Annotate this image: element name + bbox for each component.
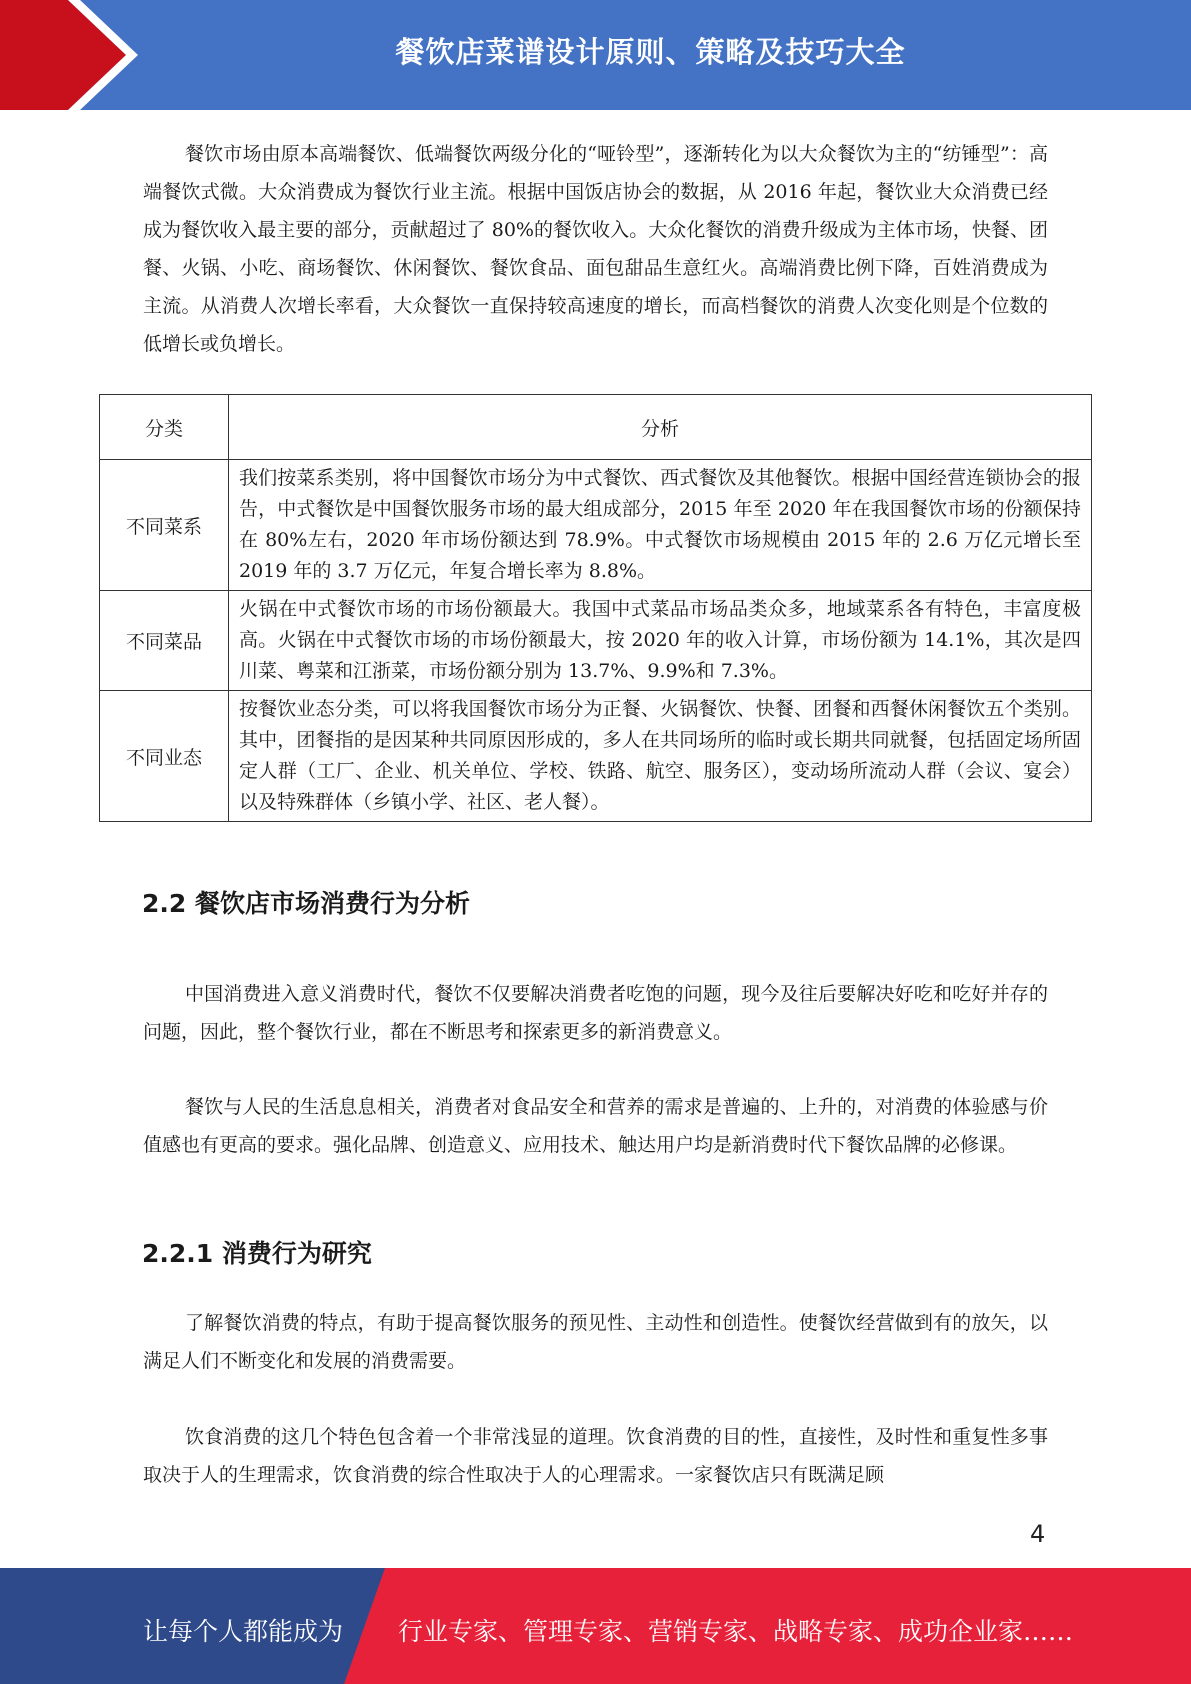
section-2-2-1-paragraph-2: 饮食消费的这几个特色包含着一个非常浅显的道理。饮食消费的目的性，直接性，及时性和重复性多事取决于人的生理需求，饮食消费的综合性取决于人的心理需求。一家餐饮店只有既满足顾 [143, 1426, 1048, 1486]
table-header-row [100, 395, 1092, 460]
document-title: 餐饮店菜谱设计原则、策略及技巧大全 [395, 35, 906, 69]
section-2-2-1-paragraph-1: 了解餐饮消费的特点，有助于提高餐饮服务的预见性、主动性和创造性。使餐饮经营做到有的放矢，以满足人们不断变化和发展的消费需要。 [143, 1312, 1048, 1372]
intro-paragraph: 餐饮市场由原本高端餐饮、低端餐饮两级分化的“哑铃型”，逐渐转化为以大众餐饮为主的“纺锤型”：高端餐饮式微。大众消费成为餐饮行业主流。根据中国饭店协会的数据，从 2016 年起，餐饮业大众消费已经成为餐饮收入最主要的部分，贡献超过了 80%的餐饮收入。大众化餐饮的消费升级成为主体市场，快餐、团餐、火锅、小吃、商场餐饮、休闲餐饮、餐饮食品、面包甜品生意红火。高端消费比例下降，百姓消费成为主流。从消费人次增长率看，大众餐饮一直保持较高速度的增长，而高档餐饮的消费人次变化则是个位数的低增长或负增长。 [143, 143, 1048, 355]
table-cell-category: 不同菜品 [100, 591, 229, 691]
section-heading-2-2: 2.2 餐饮店市场消费行为分析 [142, 889, 470, 918]
table-cell-analysis: 按餐饮业态分类，可以将我国餐饮市场分为正餐、火锅餐饮、快餐、团餐和西餐休闲餐饮五个类别。其中，团餐指的是因某种共同原因形成的，多人在共同场所的临时或长期共同就餐，包括固定场所固定人群（工厂、企业、机关单位、学校、铁路、航空、服务区），变动场所流动人群（会议、宴会）以及特殊群体（乡镇小学、社区、老人餐）。 [229, 691, 1092, 822]
section-2-2-paragraph-2: 餐饮与人民的生活息息相关，消费者对食品安全和营养的需求是普遍的、上升的，对消费的体验感与价值感也有更高的要求。强化品牌、创造意义、应用技术、触达用户均是新消费时代下餐饮品牌的必修课。 [143, 1096, 1048, 1156]
page-footer-banner [0, 1568, 1191, 1684]
table-row [100, 460, 1092, 591]
header-arrow-decoration [0, 0, 150, 110]
table-header-category: 分类 [100, 395, 229, 460]
page-header-bar [0, 0, 1191, 110]
table-cell-analysis: 火锅在中式餐饮市场的市场份额最大。我国中式菜品市场品类众多，地域菜系各有特色，丰富度极高。火锅在中式餐饮市场的市场份额最大，按 2020 年的收入计算，市场份额为 14.1%，其次是四川菜、粤菜和江浙菜，市场份额分别为 13.7%、9.9%和 7.3%。 [229, 591, 1092, 691]
table-cell-category: 不同菜系 [100, 460, 229, 591]
footer-slogan-right: 行业专家、管理专家、营销专家、战略专家、成功企业家…… [398, 1617, 1074, 1646]
page-number: 4 [1030, 1520, 1046, 1548]
table-cell-category: 不同业态 [100, 691, 229, 822]
section-2-2-paragraph-1: 中国消费进入意义消费时代，餐饮不仅要解决消费者吃饱的问题，现今及往后要解决好吃和吃好并存的问题，因此，整个餐饮行业，都在不断思考和探索更多的新消费意义。 [143, 983, 1048, 1043]
table-header-analysis: 分析 [229, 395, 1092, 460]
analysis-table [99, 394, 1092, 822]
table-row [100, 591, 1092, 691]
table-cell-analysis: 我们按菜系类别，将中国餐饮市场分为中式餐饮、西式餐饮及其他餐饮。根据中国经营连锁协会的报告，中式餐饮是中国餐饮服务市场的最大组成部分，2015 年至 2020 年在我国餐饮市场的份额保持在 80%左右，2020 年市场份额达到 78.9%。中式餐饮市场规模由 2015 年的 2.6 万亿元增长至 2019 年的 3.7 万亿元，年复合增长率为 8.8%。 [229, 460, 1092, 591]
table-row [100, 691, 1092, 822]
section-heading-2-2-1: 2.2.1 消费行为研究 [142, 1239, 372, 1268]
footer-slogan-left: 让每个人都能成为 [143, 1617, 344, 1646]
